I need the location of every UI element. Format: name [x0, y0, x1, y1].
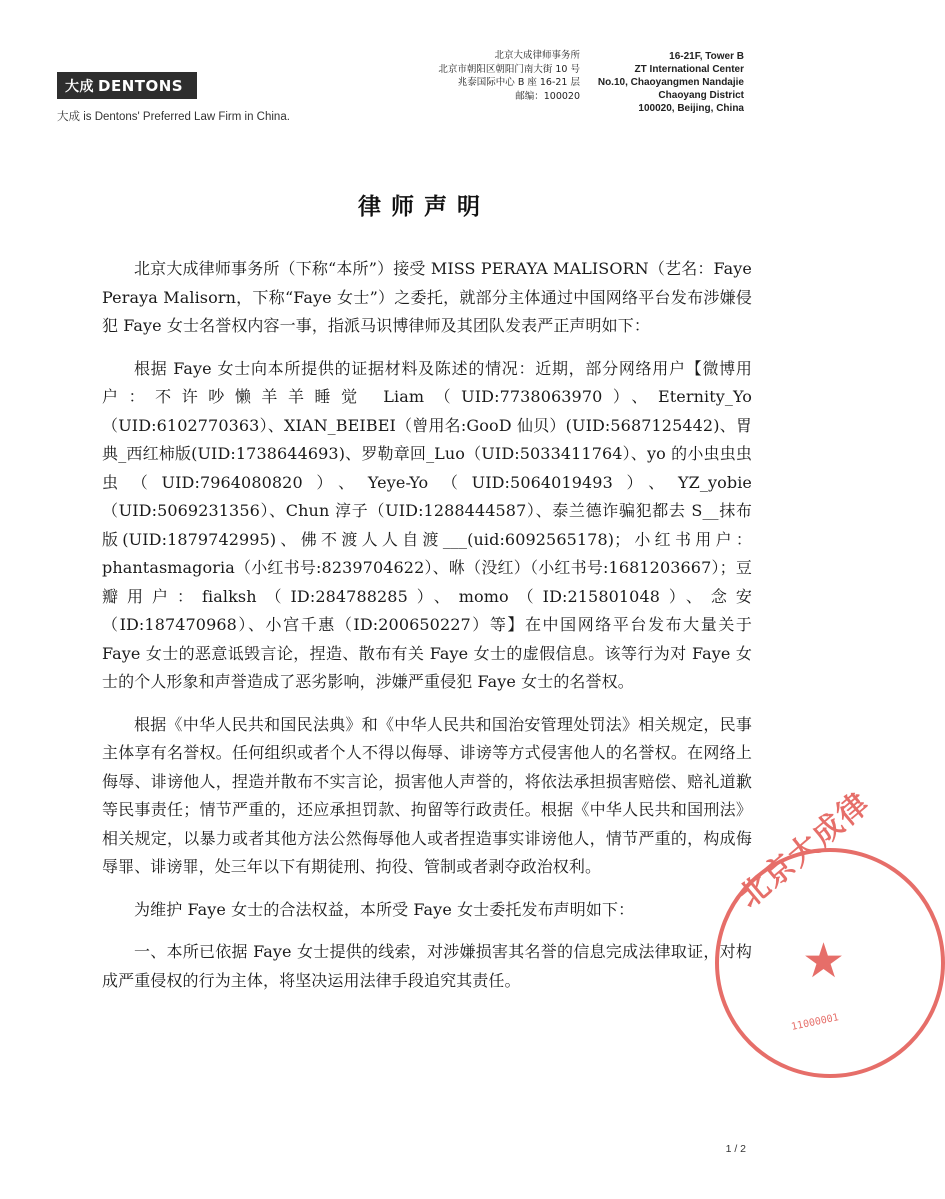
document-body — [102, 255, 752, 1009]
document-title: 律师声明 — [358, 194, 490, 220]
seal-text: 北京大成律 — [732, 785, 878, 915]
address-en-line: 100020, Beijing, China — [638, 103, 744, 114]
firm-tagline: 大成 is Dentons' Preferred Law Firm in China. — [57, 111, 290, 123]
official-seal — [715, 785, 945, 1078]
logo-cn-text: 大成 — [65, 78, 94, 95]
paragraph-statement-lead: 为维护 Faye 女士的合法权益，本所受 Faye 女士委托发布声明如下： — [134, 899, 635, 919]
address-en-line: No.10, Chaoyangmen Nandajie — [597, 77, 744, 88]
logo-en-text: DENTONS — [98, 76, 184, 95]
page-number: 1 / 2 — [725, 1143, 746, 1155]
paragraph-legal-basis: 根据《中华人民共和国民法典》和《中华人民共和国治安管理处罚法》相关规定，民事主体享有名誉权。任何组织或者个人不得以侮辱、诽谤等方式侵害他人的名誉权。在网络上侮辱、诽谤他人，捏造并散布不实言论，损害他人声誉的，将依法承担损害赔偿、赔礼道歉等民事责任；情节严重的，还应承担罚款、拘留等行政责任。根据《中华人民共和国刑法》相关规定，以暴力或者其他方法公然侮辱他人或者捏造事实诽谤他人，情节严重的，构成侮辱罪、诽谤罪，处三年以下有期徒刑、拘役、管制或者剥夺政治权利。 — [102, 714, 752, 876]
address-cn-line: 北京大成律师事务所 — [494, 50, 580, 61]
seal-star-icon: ★ — [802, 933, 846, 989]
paragraph-facts: 根据 Faye 女士向本所提供的证据材料及陈述的情况：近期，部分网络用户【微博用户：不许吵懒羊羊睡觉 Liam（UID:7738063970）、Eternity_Yo（UID:6102770363）、XIAN_BEIBEI（曾用名:GooD 仙贝）(UID:5687125442)、胃典_西红柿版(UID:1738644693)、罗勒章回_Luo（UID:5033411764）、yo 的小虫虫虫虫（UID:7964080820）、Yeye-Yo（UID:5064019493）、YZ_yobie（UID:5069231356）、Chun 淳子（UID:1288444587）、泰兰德诈骗犯都去 S__抹布版(UID:1879742995)、佛不渡人人自渡___(uid:6092565178)；小红书用户：phantasmagoria（小红书号:8239704622）、咻（没红）（小红书号:1681203667）；豆瓣用户：fialksh（ID:284788285）、momo（ID:215801048）、念安（ID:187470968）、小宫千惠（ID:200650227）等】在中国网络平台发布大量关于 Faye 女士的恶意诋毁言论，捏造、散布有关 Faye 女士的虚假信息。该等行为对 Faye 女士的个人形象和声誉造成了恶劣影响，涉嫌严重侵犯 Faye 女士的名誉权。 — [102, 358, 752, 691]
address-en-line: 16-21F, Tower B — [669, 51, 744, 62]
dentons-logo — [57, 72, 197, 99]
seal-number: 11000001 — [790, 1012, 840, 1033]
address-cn-line: 北京市朝阳区朝阳门南大街 10 号 — [438, 63, 580, 75]
address-english — [564, 50, 744, 115]
address-en-line: ZT International Center — [634, 64, 744, 75]
address-chinese — [400, 49, 580, 103]
address-en-line: Chaoyang District — [658, 90, 744, 101]
address-cn-line: 兆泰国际中心 B 座 16-21 层 — [457, 77, 580, 88]
paragraph-intro: 北京大成律师事务所（下称“本所”）接受 MISS PERAYA MALISORN（艺名：Faye Peraya Malisorn，下称“Faye 女士”）之委托，就部分主体通过中国网络平台发布涉嫌侵犯 Faye 女士名誉权内容一事，指派马识博律师及其团队发表严正声明如下： — [102, 259, 752, 335]
address-cn-line: 邮编：100020 — [515, 90, 580, 102]
paragraph-item-one: 一、本所已依据 Faye 女士提供的线索，对涉嫌损害其名誉的信息完成法律取证，对构成严重侵权的行为主体，将坚决运用法律手段追究其责任。 — [102, 942, 752, 990]
